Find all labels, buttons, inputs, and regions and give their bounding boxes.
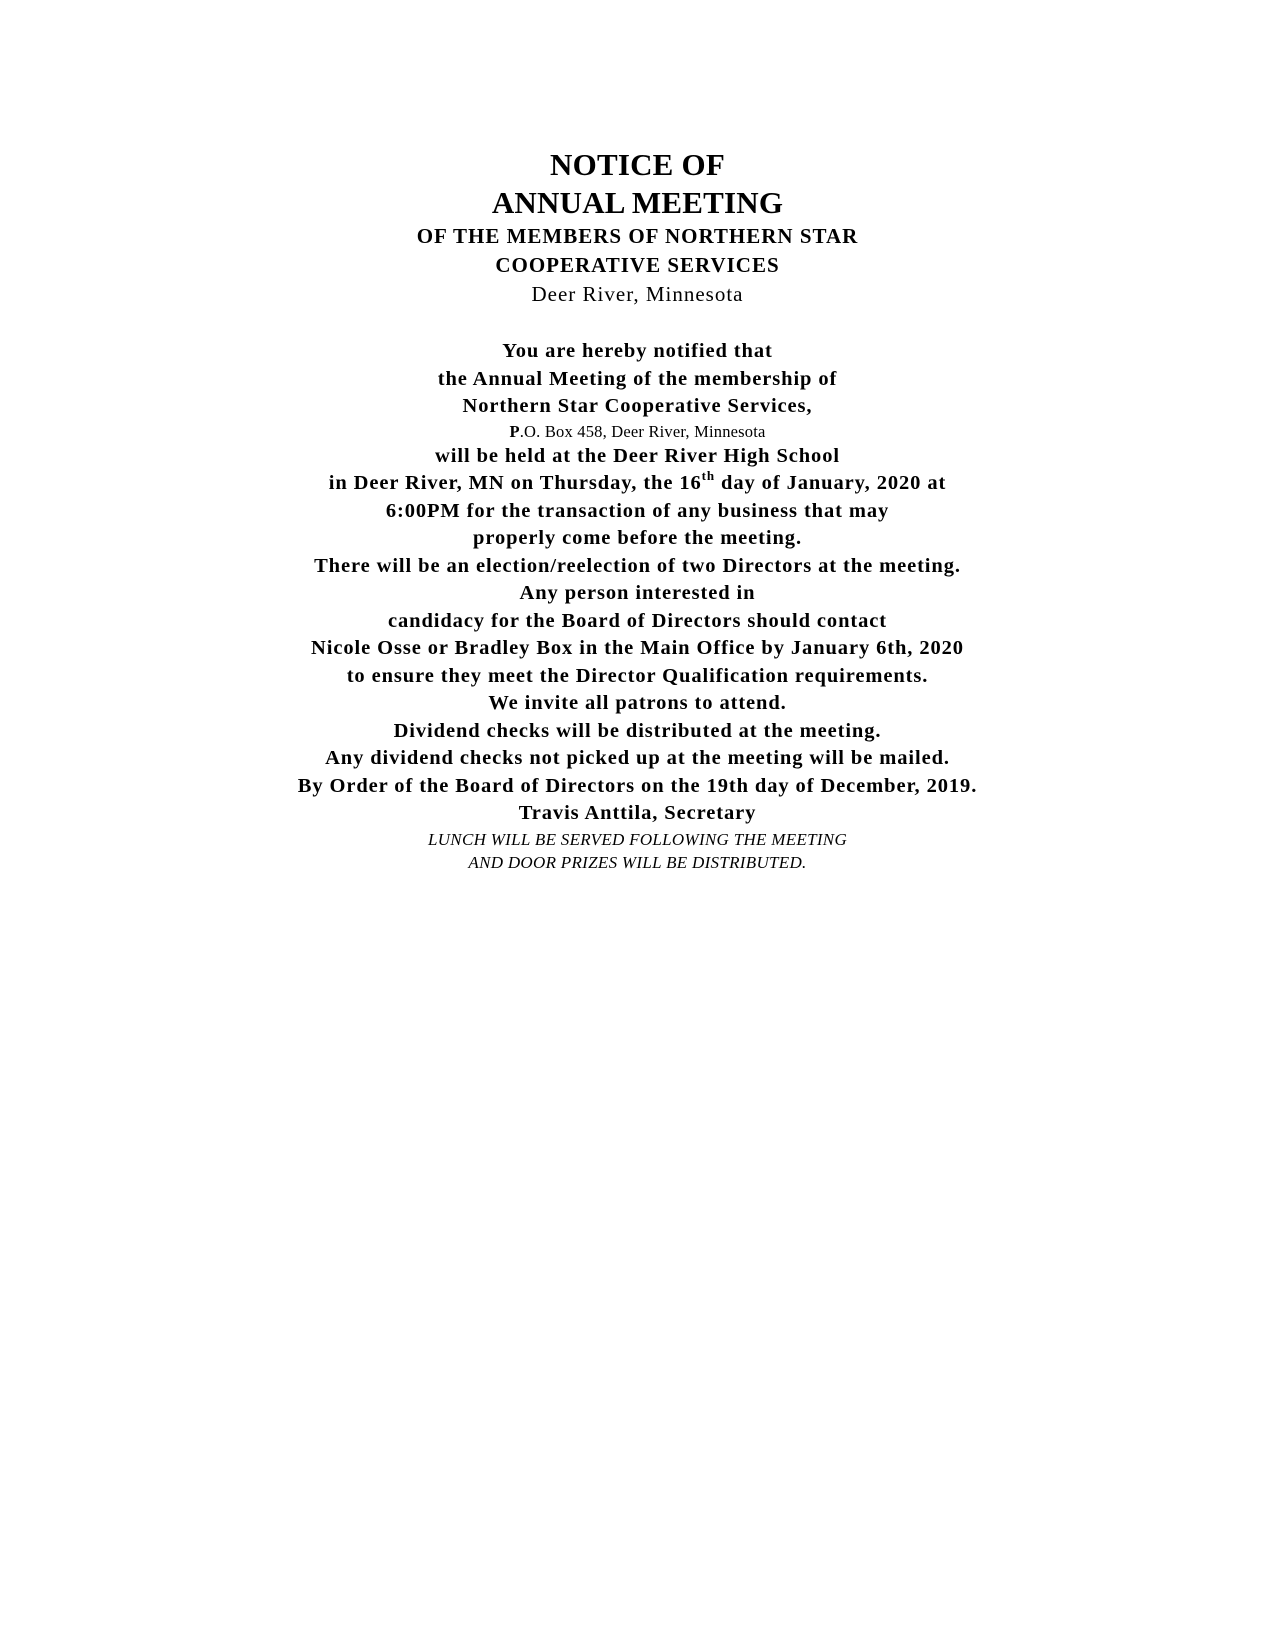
body-line-13: to ensure they meet the Director Qualification requirements. xyxy=(346,664,929,687)
footer-note-line-1: LUNCH WILL BE SERVED FOLLOWING THE MEETING xyxy=(427,829,848,849)
body-line-7: 6:00PM for the transaction of any business that may xyxy=(385,499,890,522)
body-line-6-superscript: th xyxy=(701,468,716,484)
body-line-10: Any person interested in xyxy=(519,582,756,604)
notice-title-line-1: NOTICE OF xyxy=(550,147,725,182)
body-line-6 xyxy=(0,470,1275,498)
body-line-8: properly come before the meeting. xyxy=(473,527,802,549)
notice-body xyxy=(0,338,1275,828)
notice-location: Deer River, Minnesota xyxy=(531,282,744,306)
body-line-1: You are hereby notified that xyxy=(502,340,773,362)
body-line-11: candidacy for the Board of Directors should contact xyxy=(388,609,887,632)
body-line-5: will be held at the Deer River High School xyxy=(435,444,840,467)
body-line-17: By Order of the Board of Directors on the 19th day of December, 2019. xyxy=(297,774,978,797)
address-line xyxy=(0,421,1275,443)
address-rest: .O. Box 458, Deer River, Minnesota xyxy=(519,421,766,441)
notice-subtitle-line-1: OF THE MEMBERS OF NORTHERN STAR xyxy=(416,224,859,248)
body-line-15: Dividend checks will be distributed at the meeting. xyxy=(393,719,882,742)
body-line-9: There will be an election/reelection of two Directors at the meeting. xyxy=(314,554,961,577)
body-line-12: Nicole Osse or Bradley Box in the Main Office by January 6th, 2020 xyxy=(311,637,964,659)
body-line-6-before: in Deer River, MN on Thursday, the 16 xyxy=(328,472,702,494)
body-line-3: Northern Star Cooperative Services, xyxy=(462,395,813,417)
address-first-letter: P xyxy=(509,421,520,441)
meeting-notice xyxy=(0,146,1275,874)
footer-note-line-2: AND DOOR PRIZES WILL BE DISTRIBUTED. xyxy=(468,852,807,872)
body-line-6-after: day of January, 2020 at xyxy=(715,472,947,494)
body-line-2: the Annual Meeting of the membership of xyxy=(437,367,838,390)
body-line-14: We invite all patrons to attend. xyxy=(488,692,787,714)
notice-subtitle-line-2: COOPERATIVE SERVICES xyxy=(495,253,780,277)
signature-line: Travis Anttila, Secretary xyxy=(518,802,757,824)
notice-title-line-2: ANNUAL MEETING xyxy=(491,185,784,220)
body-line-16: Any dividend checks not picked up at the meeting will be mailed. xyxy=(325,747,950,769)
